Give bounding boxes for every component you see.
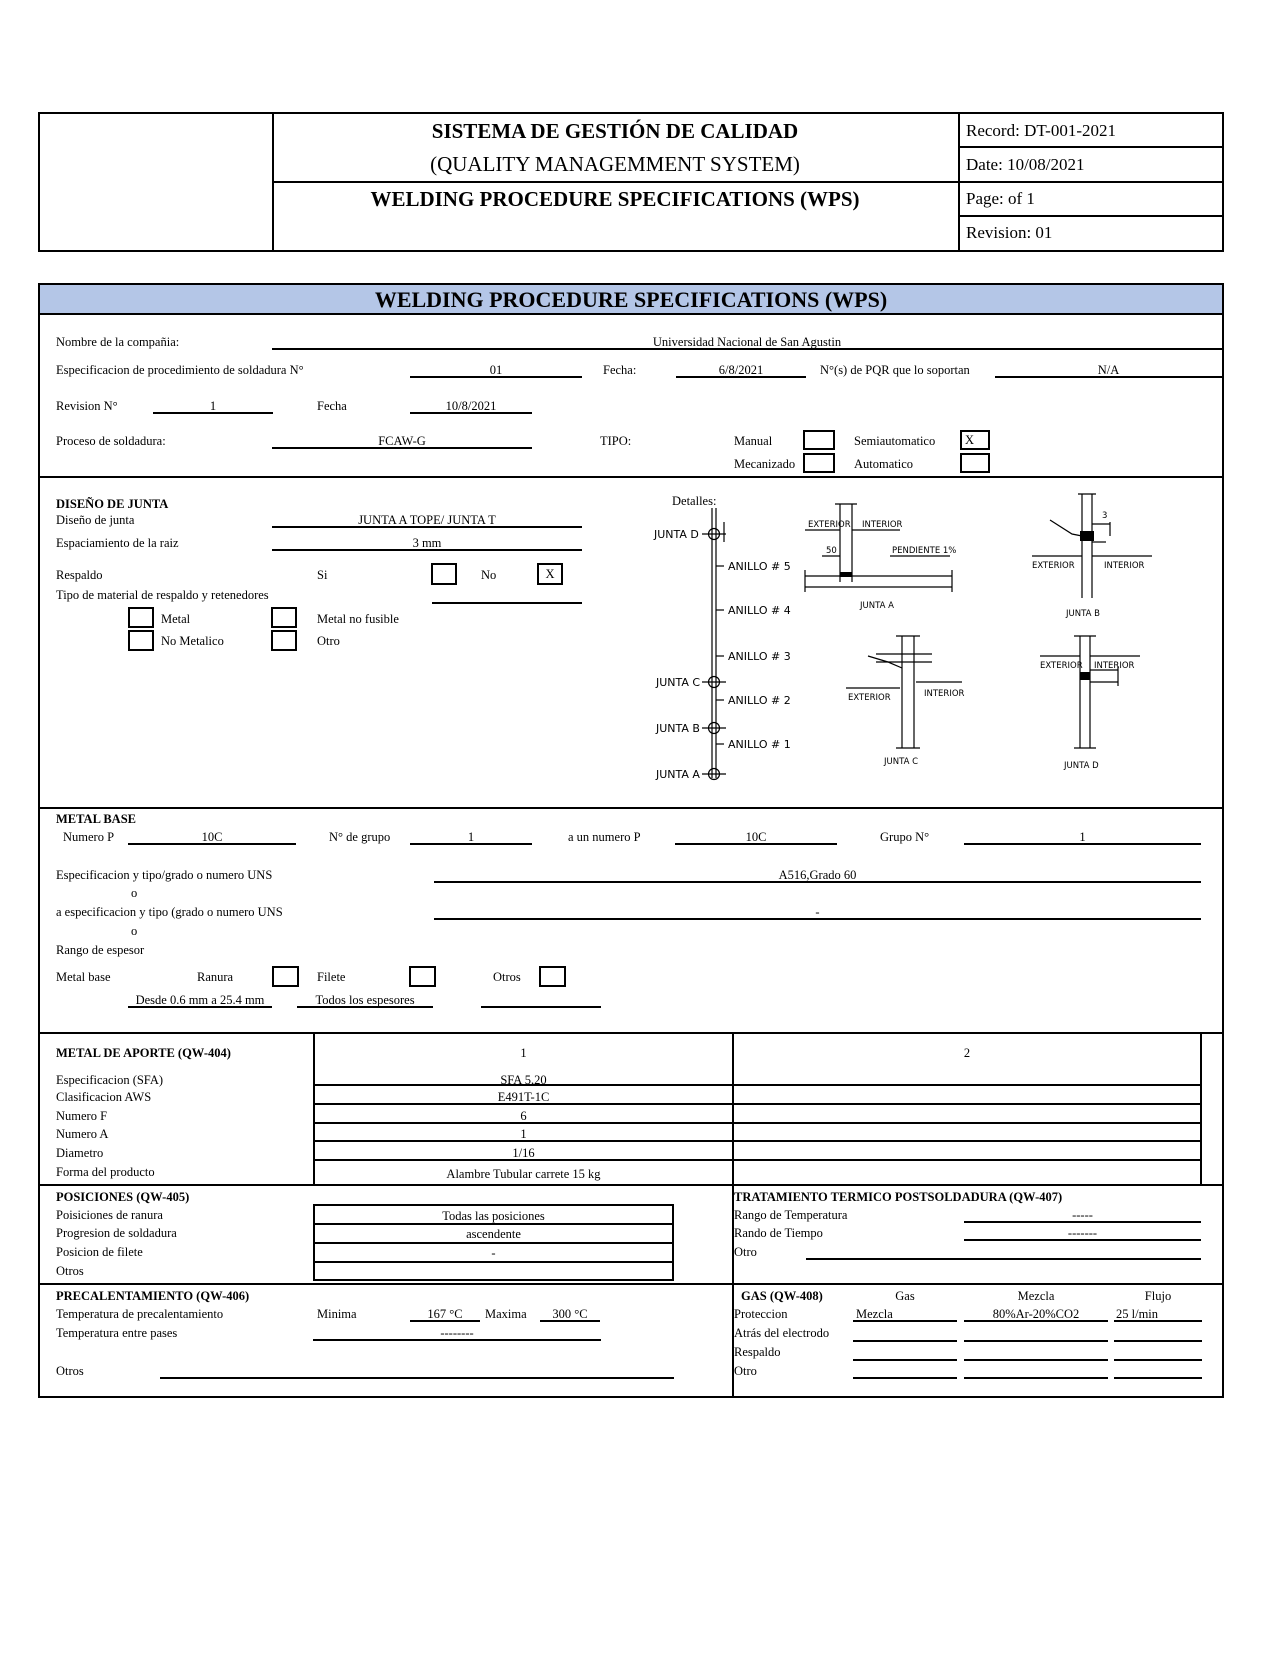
positions-heading: POSICIONES (QW-405) [56, 1190, 190, 1204]
interpass-temp-value[interactable]: -------- [313, 1326, 601, 1341]
filler-heading: METAL DE APORTE (QW-404) [56, 1046, 231, 1060]
respaldo-no-checkbox[interactable]: X [537, 563, 563, 585]
a-numero-p-value[interactable]: 10C [675, 830, 837, 845]
gas-row-gas[interactable] [853, 1346, 957, 1361]
or-label-2: o [131, 924, 138, 938]
gas-row-mezcla[interactable]: 80%Ar-20%CO2 [964, 1307, 1108, 1322]
pwht-heading: TRATAMIENTO TERMICO POSTSOLDADURA (QW-407) [734, 1190, 1063, 1204]
position-row-label: Otros [56, 1264, 84, 1278]
gas-row-flujo[interactable] [1114, 1346, 1202, 1361]
otros-checkbox[interactable] [539, 966, 566, 987]
diagram-a-interior: INTERIOR [862, 520, 903, 530]
diagram-anillo-1: ANILLO # 1 [728, 738, 791, 751]
joint-design-label: Diseño de junta [56, 513, 135, 527]
diagram-anillo-2: ANILLO # 2 [728, 694, 791, 707]
otro-label: Otro [317, 634, 340, 648]
fecha-label: Fecha: [603, 363, 637, 377]
filler-row-label: Forma del producto [56, 1165, 155, 1179]
header-meta-divider-2 [958, 181, 1224, 183]
header-record: Record: DT-001-2021 [966, 121, 1116, 140]
positions-row-line-2 [313, 1261, 674, 1263]
preheat-min-value[interactable]: 167 °C [410, 1307, 480, 1322]
wps-number-label: Especificacion de procedimiento de soldadura N° [56, 363, 304, 377]
gas-row-mezcla[interactable] [964, 1364, 1108, 1379]
otros-label: Otros [493, 970, 521, 984]
semiautomatico-label: Semiautomatico [854, 434, 936, 448]
respaldo-si-checkbox[interactable] [431, 563, 457, 585]
no-metalico-label: No Metalico [161, 634, 224, 648]
diagram-d-exterior: EXTERIOR [1040, 661, 1083, 671]
position-row-label: Posicion de filete [56, 1245, 143, 1259]
diagram-a-pendiente: PENDIENTE 1% [892, 546, 957, 556]
thickness-other-value[interactable] [481, 993, 601, 1008]
pwht-temp-range-label: Rango de Temperatura [734, 1208, 848, 1222]
a-numero-p-label: a un numero P [568, 830, 641, 844]
preheat-min-label: Minima [317, 1307, 357, 1321]
pqr-value[interactable]: N/A [995, 363, 1222, 378]
filler-row-label: Numero F [56, 1109, 108, 1123]
filler-row-label: Clasificacion AWS [56, 1090, 152, 1104]
pwht-time-range-label: Rando de Tiempo [734, 1226, 823, 1240]
filler-row-value-1[interactable]: 1 [520, 1127, 527, 1141]
filler-row-value-1[interactable]: 1/16 [512, 1146, 535, 1160]
automatico-checkbox[interactable] [960, 453, 990, 473]
preheat-other-label: Otros [56, 1364, 84, 1378]
filler-row-value-1[interactable]: SFA 5,20 [500, 1073, 547, 1087]
gas-row-label: Atrás del electrodo [734, 1326, 830, 1340]
grupo-label: N° de grupo [329, 830, 391, 844]
pwht-other-label: Otro [734, 1245, 757, 1259]
mecanizado-label: Mecanizado [734, 457, 796, 471]
numero-p-value[interactable]: 10C [128, 830, 296, 845]
joint-details-drawing [640, 486, 1220, 786]
gas-row-mezcla[interactable] [964, 1327, 1108, 1342]
diagram-d-interior: INTERIOR [1094, 661, 1135, 671]
pwht-other-value[interactable] [806, 1245, 1201, 1260]
gas-row-mezcla[interactable] [964, 1346, 1108, 1361]
gas-row-gas[interactable] [853, 1364, 957, 1379]
metal-checkbox[interactable] [128, 607, 154, 628]
preheat-other-value[interactable] [160, 1364, 674, 1379]
positions-row-line-1 [313, 1242, 674, 1244]
diagram-anillo-3: ANILLO # 3 [728, 650, 791, 663]
tipo-label: TIPO: [600, 434, 632, 448]
section-divider-positions [38, 1184, 1224, 1186]
preheat-max-label: Maxima [485, 1307, 527, 1321]
gas-col-flujo: Flujo [1144, 1289, 1172, 1303]
joint-heading: DISEÑO DE JUNTA [56, 497, 169, 511]
header-meta-divider-1 [958, 146, 1224, 148]
thickness-all-value[interactable]: Todos los espesores [297, 993, 433, 1008]
pwht-temp-range-value[interactable]: ----- [964, 1208, 1201, 1223]
filler-col-2-header: 2 [963, 1046, 971, 1060]
header-meta-divider-3 [958, 215, 1224, 217]
revision-value[interactable]: 1 [153, 399, 273, 414]
diagram-c-interior: INTERIOR [924, 689, 965, 699]
to-specification-value[interactable]: - [434, 905, 1201, 920]
pwht-time-range-value[interactable]: ------- [964, 1226, 1201, 1241]
respaldo-si-label: Si [317, 568, 328, 582]
diagram-a-exterior: EXTERIOR [808, 520, 851, 530]
position-row-value[interactable]: ascendente [466, 1227, 521, 1241]
process-label: Proceso de soldadura: [56, 434, 166, 448]
header-title-es: SISTEMA DE GESTIÓN DE CALIDAD [431, 119, 799, 143]
gas-heading: GAS (QW-408) [741, 1289, 823, 1303]
position-row-label: Progresion de soldadura [56, 1226, 177, 1240]
or-label-1: o [131, 886, 138, 900]
diagram-a-dim50: 50 [826, 546, 837, 556]
header-page: Page: of 1 [966, 189, 1035, 208]
diagram-junta-d: JUNTA D [654, 528, 699, 541]
gas-row-gas[interactable]: Mezcla [853, 1307, 957, 1322]
filler-row-value-1[interactable]: 6 [520, 1109, 527, 1123]
wps-number-value[interactable]: 01 [410, 363, 582, 378]
metal-base-label: Metal base [56, 970, 111, 984]
filler-row-value-1[interactable]: E491T-1C [497, 1090, 550, 1104]
thickness-from-value[interactable]: Desde 0.6 mm a 25.4 mm [128, 993, 272, 1008]
filete-label: Filete [317, 970, 346, 984]
diagram-caption-b: JUNTA B [1066, 609, 1100, 619]
root-spacing-value[interactable]: 3 mm [272, 536, 582, 551]
diagram-junta-c: JUNTA C [656, 676, 701, 689]
revision-label: Revision N° [56, 399, 118, 413]
semiautomatico-checkbox[interactable]: X [960, 430, 990, 450]
diagram-c-exterior: EXTERIOR [848, 693, 891, 703]
diagram-junta-a: JUNTA A [656, 768, 700, 781]
respaldo-label: Respaldo [56, 568, 103, 582]
process-value[interactable]: FCAW-G [272, 434, 532, 449]
backing-material-line [432, 602, 582, 604]
company-label: Nombre de la compañia: [56, 335, 180, 349]
header-title-divider [272, 181, 958, 183]
position-row-label: Poisiciones de ranura [56, 1208, 163, 1222]
no-metalico-checkbox[interactable] [128, 630, 154, 651]
positions-row-line-0 [313, 1223, 674, 1225]
grupo-n-value[interactable]: 1 [964, 830, 1201, 845]
preheat-heading: PRECALENTAMIENTO (QW-406) [56, 1289, 250, 1303]
metal-no-fusible-label: Metal no fusible [317, 612, 399, 626]
grupo-value[interactable]: 1 [410, 830, 532, 845]
joint-design-value[interactable]: JUNTA A TOPE/ JUNTA T [272, 513, 582, 528]
ranura-label: Ranura [197, 970, 234, 984]
diagram-junta-b: JUNTA B [656, 722, 700, 735]
wps-main-title: WELDING PROCEDURE SPECIFICATIONS (WPS) [40, 285, 1222, 315]
gas-row-gas[interactable] [853, 1327, 957, 1342]
backing-material-label: Tipo de material de respaldo y retenedores [56, 588, 269, 602]
gas-row-flujo[interactable] [1114, 1364, 1202, 1379]
details-label: Detalles: [672, 494, 717, 508]
gas-row-label: Respaldo [734, 1345, 781, 1359]
header-doc-title: WELDING PROCEDURE SPECIFICATIONS (WPS) [370, 187, 860, 211]
position-row-value[interactable]: - [491, 1246, 496, 1260]
respaldo-no-label: No [481, 568, 497, 582]
metal-label: Metal [161, 612, 191, 626]
preheat-max-value[interactable]: 300 °C [540, 1307, 600, 1322]
automatico-label: Automatico [854, 457, 914, 471]
thickness-range-label: Rango de espesor [56, 943, 145, 957]
metal-no-fusible-checkbox[interactable] [271, 607, 297, 628]
revision-fecha-label: Fecha [317, 399, 347, 413]
diagram-b-dim3: 3 [1102, 511, 1108, 521]
section-divider-base-metal [38, 807, 1224, 809]
diagram-b-interior: INTERIOR [1104, 561, 1145, 571]
diagram-caption-a: JUNTA A [860, 601, 894, 611]
filler-col-1-header: 1 [520, 1046, 527, 1060]
header-revision: Revision: 01 [966, 223, 1053, 242]
filler-row-label: Diametro [56, 1146, 104, 1160]
diagram-anillo-4: ANILLO # 4 [728, 604, 791, 617]
mecanizado-checkbox[interactable] [803, 453, 835, 473]
preheat-temp-label: Temperatura de precalentamiento [56, 1307, 224, 1321]
gas-row-flujo[interactable] [1114, 1327, 1202, 1342]
section-divider-joint [38, 476, 1224, 478]
gas-row-label: Otro [734, 1364, 757, 1378]
base-metal-heading: METAL BASE [56, 812, 136, 826]
otro-checkbox[interactable] [271, 630, 297, 651]
manual-checkbox[interactable] [803, 430, 835, 450]
numero-p-label: Numero P [63, 830, 115, 844]
filler-row-label: Numero A [56, 1127, 109, 1141]
pqr-label: N°(s) de PQR que lo soportan [820, 363, 970, 377]
diagram-b-exterior: EXTERIOR [1032, 561, 1075, 571]
specification-value[interactable]: A516,Grado 60 [434, 868, 1201, 883]
filete-checkbox[interactable] [409, 966, 436, 987]
interpass-temp-label: Temperatura entre pases [56, 1326, 178, 1340]
revision-fecha-value[interactable]: 10/8/2021 [410, 399, 532, 414]
section-divider-preheat [38, 1283, 1224, 1285]
root-spacing-label: Espaciamiento de la raiz [56, 536, 179, 550]
filler-row-label: Especificacion (SFA) [56, 1073, 164, 1087]
company-value[interactable]: Universidad Nacional de San Agustin [272, 335, 1222, 350]
diagram-caption-c: JUNTA C [884, 757, 919, 767]
gas-col-mezcla: Mezcla [1017, 1289, 1055, 1303]
gas-col-gas: Gas [895, 1289, 915, 1303]
manual-label: Manual [734, 434, 773, 448]
to-specification-label: a especificacion y tipo (grado o numero UNS [56, 905, 283, 919]
diagram-caption-d: JUNTA D [1064, 761, 1099, 771]
gas-row-label: Proteccion [734, 1307, 788, 1321]
fecha-value[interactable]: 6/8/2021 [676, 363, 806, 378]
filler-row-value-1[interactable]: Alambre Tubular carrete 15 kg [446, 1167, 601, 1181]
gas-row-flujo[interactable]: 25 l/min [1114, 1307, 1202, 1322]
header-title-en: (QUALITY MANAGEMMENT SYSTEM) [430, 152, 800, 176]
header-date: Date: 10/08/2021 [966, 155, 1085, 174]
ranura-checkbox[interactable] [272, 966, 299, 987]
grupo-n-label: Grupo N° [880, 830, 930, 844]
position-row-value[interactable]: Todas las posiciones [442, 1209, 545, 1223]
diagram-anillo-5: ANILLO # 5 [728, 560, 791, 573]
specification-label: Especificacion y tipo/grado o numero UNS [56, 868, 273, 882]
